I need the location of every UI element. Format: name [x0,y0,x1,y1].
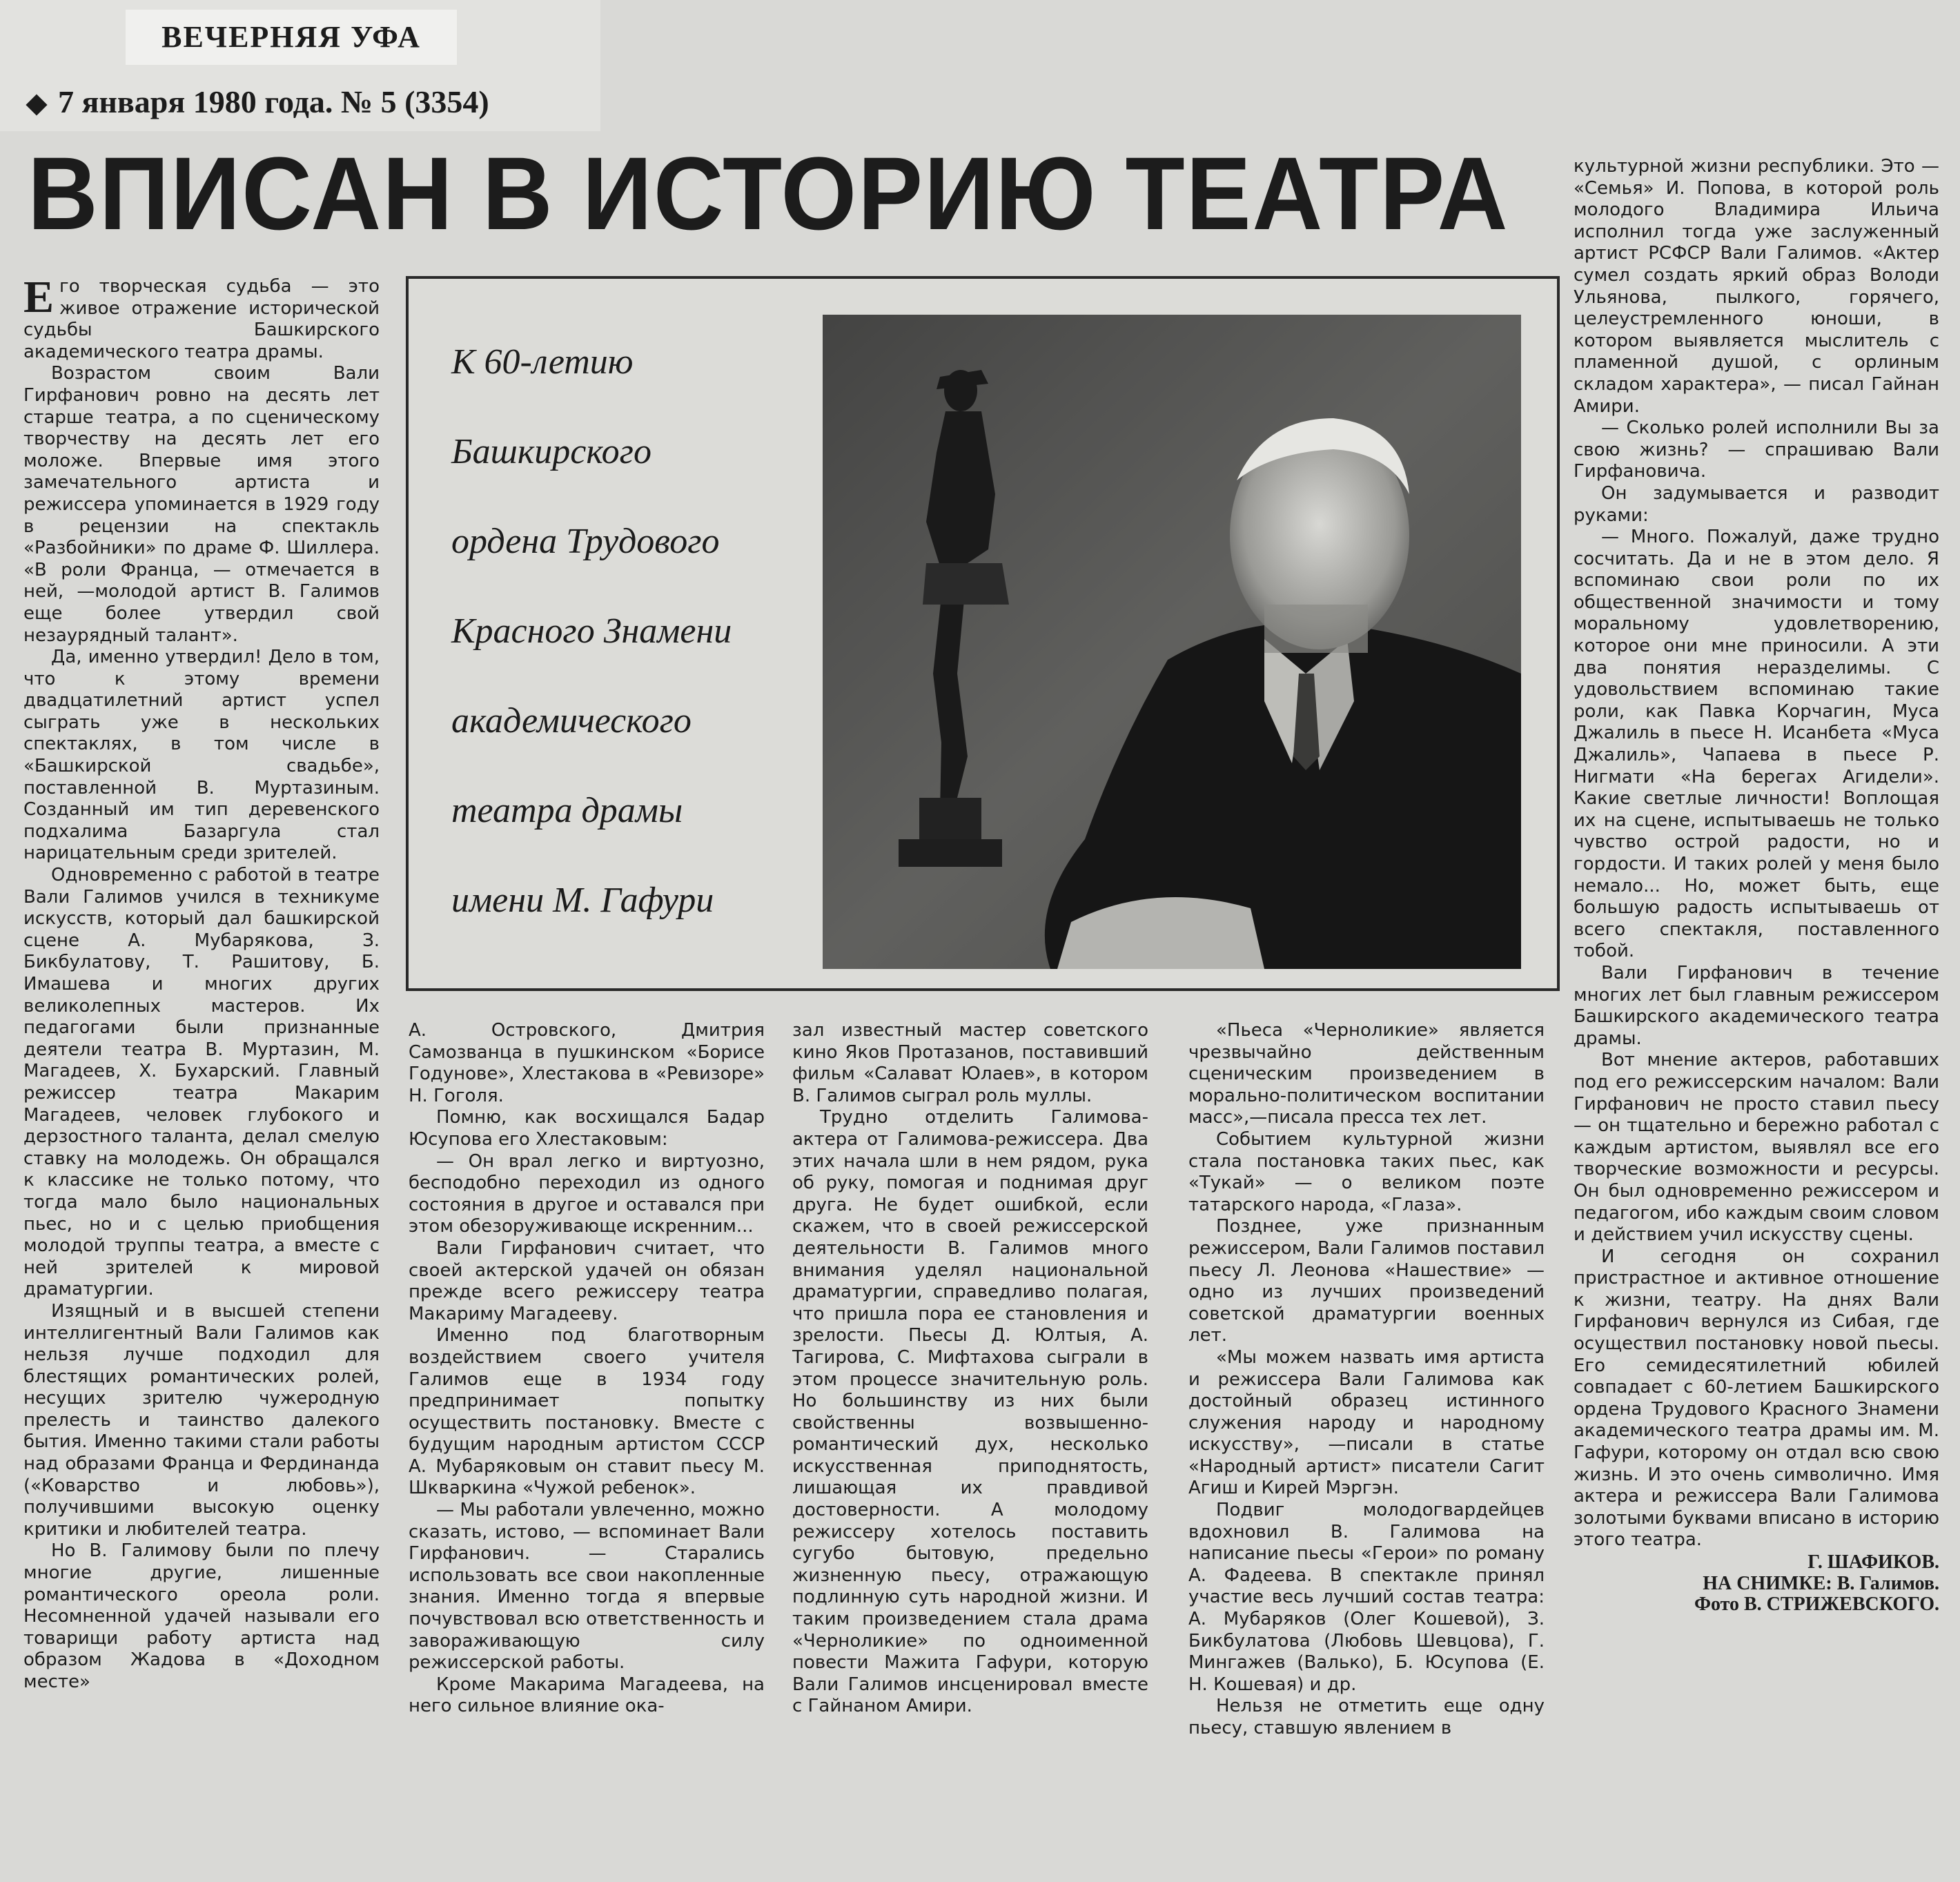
text-column-5 [1574,156,1939,1877]
paragraph: Он задумывается и разводит руками: [1574,482,1939,526]
dedication-block [451,317,838,945]
paragraph: «Мы можем назвать имя артиста и режиссера Вали Галимова как достойный образец истинного служения народу и народному искусству», —писали в статье «Народный артист» писатели Сагит Агиш и Кирей Мэргэн. [1188,1346,1545,1499]
text-column-3 [792,1020,1148,1876]
dedication-line: Башкирского [451,432,651,471]
author-signature: Г. ШАФИКОВ. [1807,1551,1939,1573]
paragraph: Помню, как восхищался Бадар Юсупова его Хлестаковым: [409,1107,765,1150]
paragraph: Вали Гирфанович в течение многих лет был главным режиссером Башкирского академического театра драмы. [1574,962,1939,1049]
paragraph: Событием культурной жизни стала постановка таких пьес, как «Тукай» — о великом поэте татарского народа, «Глаза». [1188,1128,1545,1215]
paragraph: Нельзя не отметить еще одну пьесу, ставшую явлением в [1188,1696,1545,1738]
paragraph: Вот мнение актеров, работавших под его режиссерским началом: Вали Гирфанович не просто ставил пьесу — он тщательно и бережно работал с каждым артистом, выявлял все его творческие возможности и ресурсы. Он был одновременно режиссером и педагогом, ибо каждым своим словом и действием учил искусству сцены. [1574,1050,1939,1246]
paragraph: Подвиг молодогвардейцев вдохновил В. Галимова на написание пьесы «Герои» по роману А. Фадеева. В спектакле принял участие весь лучший состав театра: А. Мубаряков (Олег Кошевой), З. Бикбулатова (Любовь Шевцова), Г. Мингажев (Валько), Б. Юсупова (Е. Н. Кошевая) и др. [1188,1500,1545,1695]
paragraph: — Он врал легко и виртуозно, бесподобно переходил из одного состояния в другое и оставался при этом обезоруживающе искренним... [409,1150,765,1237]
dedication-line: академического [451,701,692,741]
paragraph: Вали Гирфанович считает, что своей актерской удачей он обязан прежде всего режиссеру театра Макариму Магадееву. [409,1237,765,1324]
paragraph: И сегодня он сохранил пристрастное и активное отношение к жизни, театру. На днях Вали Гирфанович вернулся из Сибая, где осуществил постановку новой пьесы. Его семидесятилетний юбилей совпадает с 60-летием Башкирского ордена Трудового Красного Знамени академического театра драмы им. М. Гафури, которому он отдал всю свою жизнь. И это очень символично. Имя актера и режиссера Вали Галимова золотыми буквами вписано в историю этого театра. [1574,1246,1939,1551]
text-column-4 [1188,1020,1545,1876]
paragraph: Кроме Макарима Магадеева, на него сильное влияние ока- [409,1674,765,1717]
paragraph: Но В. Галимову были по плечу многие другие, лишенные романтического ореола роли. Несомненной удачей называли его товарищи работу артиста над образом Жадова в «Доходном месте» [23,1540,380,1692]
masthead-area [0,0,600,131]
paragraph: «Пьеса «Черноликие» является чрезвычайно действенным сценическим произведением в морально-политическом воспитании масс»,—писала пресса тех лет. [1188,1020,1545,1128]
drop-cap: Е [23,276,55,322]
paragraph: — Мы работали увлеченно, можно сказать, истово, — вспоминает Вали Гирфанович. — Старались использовать все свои накопленные знания. Именно тогда я впервые почувствовал всю ответственность и завораживающую силу режиссерской работы. [409,1500,765,1674]
paragraph: культурной жизни республики. Это — «Семья» И. Попова, в которой роль молодого Владимира Ильича исполнил тогда уже заслуженный артист РСФСР Вали Галимов. «Актер сумел создать яркий образ Володи Ульянова, пылкого, горячего, целеустремленного юноши, в котором выявляется мыслитель с пламенной душой, с орлиным складом характера», — писал Гайнан Амири. [1574,156,1939,417]
dedication-line: Красного Знамени [451,611,732,651]
paragraph: А. Островского, Дмитрия Самозванца в пушкинском «Борисе Годунове», Хлестакова в «Ревизоре» Н. Гоголя. [409,1020,765,1106]
paragraph: Изящный и в высшей степени интеллигентный Вали Галимов как нельзя лучше подходил для блестящих романтических ролей, несущих зрителю чужеродную прелесть и таинство далекого бытия. Именно такими стали работы над образами Франца и Фердинанда («Коварство и любовь»), получившими высокую оценку критики и любителей театра. [23,1300,380,1540]
issue-line [21,81,489,123]
paragraph: зал известный мастер советского кино Яков Протазанов, поставивший фильм «Салават Юлаев», в котором В. Галимов сыграл роль муллы. [792,1020,1148,1106]
issue-text: 7 января 1980 года. № 5 (3354) [58,84,489,119]
paragraph: Трудно отделить Галимова-актера от Галимова-режиссера. Два этих начала шли в нем рядом, рука об руку, помогая и поднимая друг друга. Не будет ошибкой, если скажем, что в своей режиссерской деятельности В. Галимов много внимания уделял национальной драматургии, справедливо полагая, что пришла пора ее становления и зрелости. Пьесы Д. Юлтыя, А. Тагирова, С. Мифтахова сыграли в этом процессе значительную роль. Но большинству из них были свойственны возвышенно-романтический дух, несколько искусственная приподнятость, лишающая их правдивой достоверности. А молодому режиссеру хотелось поставить сугубо бытовую, предельно жизненную пьесу, отражающую подлинную суть народной жизни. И таким произведением стала драма «Черноликие» по одноименной повести Мажита Гафури, которую Вали Галимов инсценировал вместе с Гайнаном Амири. [792,1107,1148,1717]
paragraph: Позднее, уже признанным режиссером, Вали Галимов поставил пьесу Л. Леонова «Нашествие» — одно из лучших произведений советской драматургии военных лет. [1188,1216,1545,1346]
portrait-photo [823,315,1521,969]
text-column-2 [409,1020,765,1876]
paragraph: Именно под благотворным воздействием своего учителя Галимов еще в 1934 году предпринимает попытку осуществить постановку. Вместе с будущим народным артистом СССР А. Мубаряковым он ставит пьесу М. Шкваркина «Чужой ребенок». [409,1325,765,1499]
newspaper-masthead: ВЕЧЕРНЯЯ УФА [126,10,457,65]
paragraph: Возрастом своим Вали Гирфанович ровно на десять лет старше театра, а по сценическому творчеству на десять лет его моложе. Впервые имя этого замечательного артиста и режиссера упоминается в 1929 году в рецензии на спектакль «Разбойники» по драме Ф. Шиллера. «В роли Франца, — отмечается в ней, —молодой артист В. Галимов еще более утвердил свой незаурядный талант». [23,363,380,646]
dedication-line: К 60-летию [451,342,634,382]
photo-frame [406,276,1560,991]
dedication-line: ордена Трудового [451,522,720,561]
photo-credit: Фото В. СТРИЖЕВСКОГО. [1694,1593,1939,1615]
paragraph: Одновременно с работой в театре Вали Галимов учился в техникуме искусств, который дал башкирской сцене А. Мубарякова, З. Бикбулатову, Т. Рашитову, Б. Имашева и многих других великолепных мастеров. Их педагогами были признанные деятели театра В. Муртазин, М. Магадеев, Х. Бухарский. Главный режиссер театра Макарим Магадеев, человек глубокого и дерзостного таланта, делал смелую ставку на молодежь. Он обращался к классике не только потому, что тогда мало было национальных пьес, но и с целью приобщения молодой труппы театра, а вместе с ней зрителей к мировой драматургии. [23,865,380,1300]
article-headline: ВПИСАН В ИСТОРИЮ ТЕАТРА [28,135,1509,251]
dedication-line: театра драмы [451,791,683,830]
paragraph: — Сколько ролей исполнили Вы за свою жизнь? — спрашиваю Вали Гирфановича. [1574,418,1939,482]
paragraph: — Много. Пожалуй, даже трудно сосчитать. Да и не в этом дело. Я вспоминаю свои роли по их общественной значимости и тому моральному удовлетворению, которое они мне приносили. А эти два понятия неразделимы. С удовольствием вспоминаю такие роли, как Павка Корчагин, Муса Джалиль в пьесе Н. Исанбета «Муса Джалиль», Чапаева в пьесе Р. Нигмати «На берегах Агидели». Какие светлые личности! Воплощая их на сцене, испытываешь не только чувство острой радости, но и гордости. И таких ролей у меня было немало... Но, может быть, еще большую радость испытываешь от всего спектакля, поставленного тобой. [1574,527,1939,962]
text-column-1 [23,276,380,1877]
paragraph: Его творческая судьба — это живое отражение исторической судьбы Башкирского академического театра драмы. [23,276,380,362]
photo-caption: НА СНИМКЕ: В. Галимов. [1703,1572,1939,1594]
dedication-line: имени М. Гафури [451,881,714,920]
paragraph: Да, именно утвердил! Дело в том, что к этому времени двадцатилетний артист успел сыграть уже в нескольких спектаклях, в том числе в «Башкирской свадьбе», поставленной В. Муртазиным. Созданный им тип деревенского подхалима Базаргула стал нарицательным среди зрителей. [23,647,380,864]
diamond-icon [26,95,47,116]
